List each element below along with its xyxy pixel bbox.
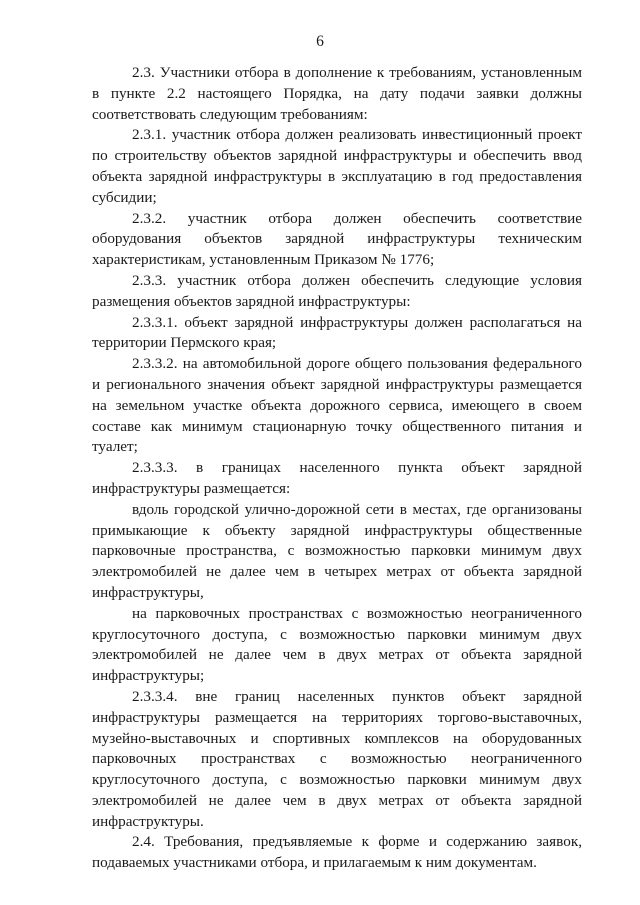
paragraph-parking-spaces: на парковочных пространствах с возможностью неограниченного круглосуточного доступа, с возможностью парковки минимум двух электромобилей не далее чем в двух метрах от объекта зарядной инфраструктуры; bbox=[92, 604, 582, 685]
paragraph-street-network: вдоль городской улично-дорожной сети в местах, где организованы примыкающие к объекту зарядной инфраструктуры общественные парковочные пространства, с возможностью парковки минимум двух электромобилей не далее чем в четырех метрах от объекта зарядной инфраструктуры, bbox=[92, 500, 582, 601]
paragraph-2-3-1: 2.3.1. участник отбора должен реализовать инвестиционный проект по строительству объектов зарядной инфраструктуры и обеспечить ввод объекта зарядной инфраструктуры в эксплуатацию в год предоставления субсидии; bbox=[92, 126, 582, 206]
paragraph-2-3-3-3: 2.3.3.3. в границах населенного пункта объект зарядной инфраструктуры размещается: bbox=[92, 459, 582, 497]
page-number: 6 bbox=[316, 33, 324, 50]
paragraph-2-3-3: 2.3.3. участник отбора должен обеспечить следующие условия размещения объектов зарядной инфраструктуры: bbox=[92, 271, 582, 310]
paragraph-2-3-2: 2.3.2. участник отбора должен обеспечить соответствие оборудования объектов зарядной инфраструктуры техническим характеристикам, установленным Приказом № 1776; bbox=[92, 209, 582, 269]
paragraph-2-3-3-2: 2.3.3.2. на автомобильной дороге общего пользования федерального и регионального значения объект зарядной инфраструктуры размещается на земельном участке объекта дорожного сервиса, имеющего в своем составе как минимум стационарную точку общественного питания и туалет; bbox=[92, 355, 582, 456]
paragraph-2-3-3-4: 2.3.3.4. вне границ населенных пунктов объект зарядной инфраструктуры размещается на территориях торгово-выставочных, музейно-выставочных и спортивных комплексов на оборудованных парковочных пространствах с возможностью неограниченного круглосуточного доступа, с возможностью парковки минимум двух электромобилей не далее чем в двух метрах от объекта зарядной инфраструктуры. bbox=[92, 687, 582, 830]
paragraph-2-4: 2.4. Требования, предъявляемые к форме и содержанию заявок, подаваемых участниками отбора, и прилагаемым к ним документам. bbox=[92, 833, 582, 872]
document-body bbox=[92, 63, 582, 874]
paragraph-2-3: 2.3. Участники отбора в дополнение к требованиям, установленным в пункте 2.2 настоящего Порядка, на дату подачи заявки должны соответствовать следующим требованиям: bbox=[92, 64, 582, 123]
paragraph-2-3-3-1: 2.3.3.1. объект зарядной инфраструктуры должен располагаться на территории Пермского края; bbox=[92, 313, 582, 352]
